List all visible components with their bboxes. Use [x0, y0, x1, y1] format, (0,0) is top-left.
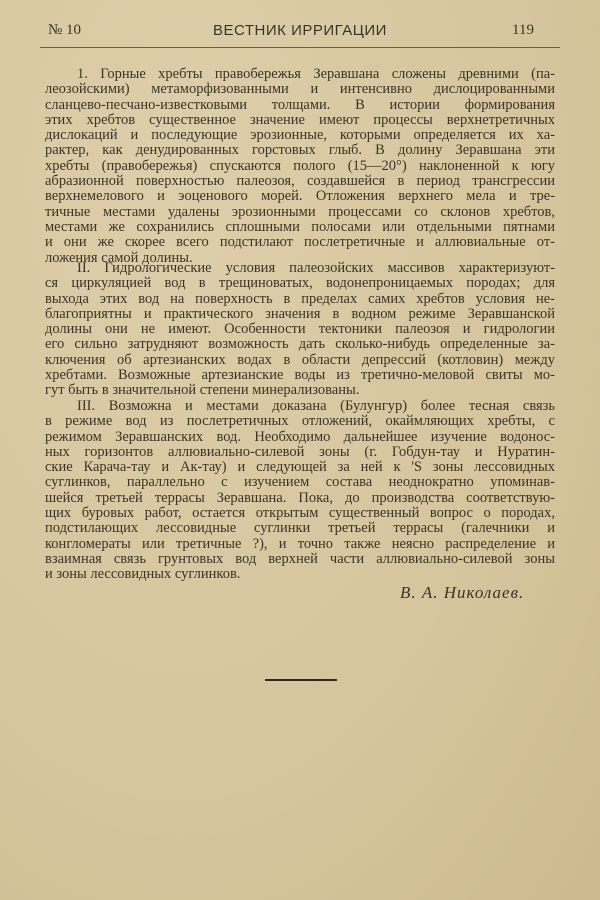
text-line: ных горизонтов аллювиально-силевой зоны (г. Гобдун-тау и Нуратин-	[45, 443, 555, 460]
text-line: его сильно затрудняют возможность дать сколько-нибудь определенные за-	[45, 336, 555, 353]
text-line: ся циркуляцией вод в трещиноватых, водонепроницаемых породах; для	[45, 275, 555, 292]
text-line: щих буровых работ, остается открытым существенный вопрос о породах,	[45, 505, 555, 522]
paragraph-1	[45, 67, 555, 266]
text-line: выхода этих вод на поверхность в пределах самих хребтов условия не-	[45, 290, 555, 307]
text-line: леозойскими) метаморфизованными и интенсивно дислоцированными	[45, 81, 555, 98]
text-line: суглинков, параллельно с изучением состава неоднократно упоминав-	[45, 474, 555, 491]
text-line: конгломераты или третичные ?), и точно также неясно распределение и	[45, 535, 555, 552]
text-line: благоприятны и практического значения в водном режиме Зеравшанской	[45, 305, 555, 322]
text-line: III. Возможна и местами доказана (Булунгур) более тесная связь	[77, 398, 555, 414]
paragraph-2	[45, 261, 555, 399]
end-rule	[265, 679, 337, 681]
text-line: подстилающих лессовидные суглинки третьей террасы (галечники и	[45, 520, 555, 537]
text-line: абразионной поверхностью палеозоя, создавшейся в период трансгрессии	[45, 173, 555, 190]
text-line: ские Карача-тау и Ак-тау) и следующей за ней к 'S зоны лессовидных	[45, 459, 555, 476]
text-line: и они же скорее всего подстилают послетретичные и аллювиальные от-	[45, 234, 555, 251]
text-line: режимом Зеравшанских вод. Необходимо дальнейшее изучение водонос-	[45, 428, 555, 445]
text-line: сланцево-песчано-известковыми толщами. В истории формирования	[45, 96, 555, 113]
text-line: хребты (правобережья) спускаются полого (15—20°) наклоненной к югу	[45, 157, 555, 174]
page-number: 119	[512, 22, 534, 38]
text-line: верхнемелового и эоценового морей. Отложения верхнего мела и тре-	[45, 188, 555, 205]
text-line: хребтами. Возможные артезианские воды из третично-меловой свиты мо-	[45, 367, 555, 384]
text-line: ключения об артезианских водах в области депрессий (котловин) между	[45, 351, 555, 368]
journal-title: ВЕСТНИК ИРРИГАЦИИ	[213, 22, 387, 39]
paragraph-3	[45, 399, 555, 583]
text-line: взаимная связь грунтовых вод верхней части аллювиально-силевой зоны	[45, 550, 555, 567]
text-line: дислокаций и последующие эрозионные, которыми определяется их ха-	[45, 127, 555, 144]
text-line: местами же сохранились сплошными полосами или отдельными пятнами	[45, 218, 555, 235]
text-line: рактер, как денудированных горстовых глыб. В долину Зеравшана эти	[45, 142, 555, 159]
text-line: II. Гидрологические условия палеозойских массивов характеризуют-	[77, 260, 555, 276]
text-line: и зоны лессовидных суглинков.	[45, 566, 241, 583]
text-line: ложения самой долины.	[45, 249, 193, 266]
text-line: тичные местами удалены эрозионными процессами со склонов хребтов,	[45, 203, 555, 220]
text-line: в режиме вод из послетретичных отложений, окаймляющих хребты, с	[45, 413, 555, 430]
text-line: шейся третьей террасы Зеравшана. Пока, до производства соответствую-	[45, 489, 555, 506]
header-rule	[40, 47, 560, 48]
text-line: 1. Горные хребты правобережья Зеравшана сложены древними (па-	[77, 66, 555, 82]
issue-number: № 10	[48, 22, 82, 38]
text-line: гут быть в значительной степени минерализованы.	[45, 382, 360, 399]
author-signature: В. А. Николаев.	[400, 583, 525, 602]
text-line: долины они не имеют. Особенности тектоники палеозоя и гидрологии	[45, 321, 555, 338]
text-line: этих хребтов существенное значение имеют процессы верхнетретичных	[45, 111, 555, 128]
